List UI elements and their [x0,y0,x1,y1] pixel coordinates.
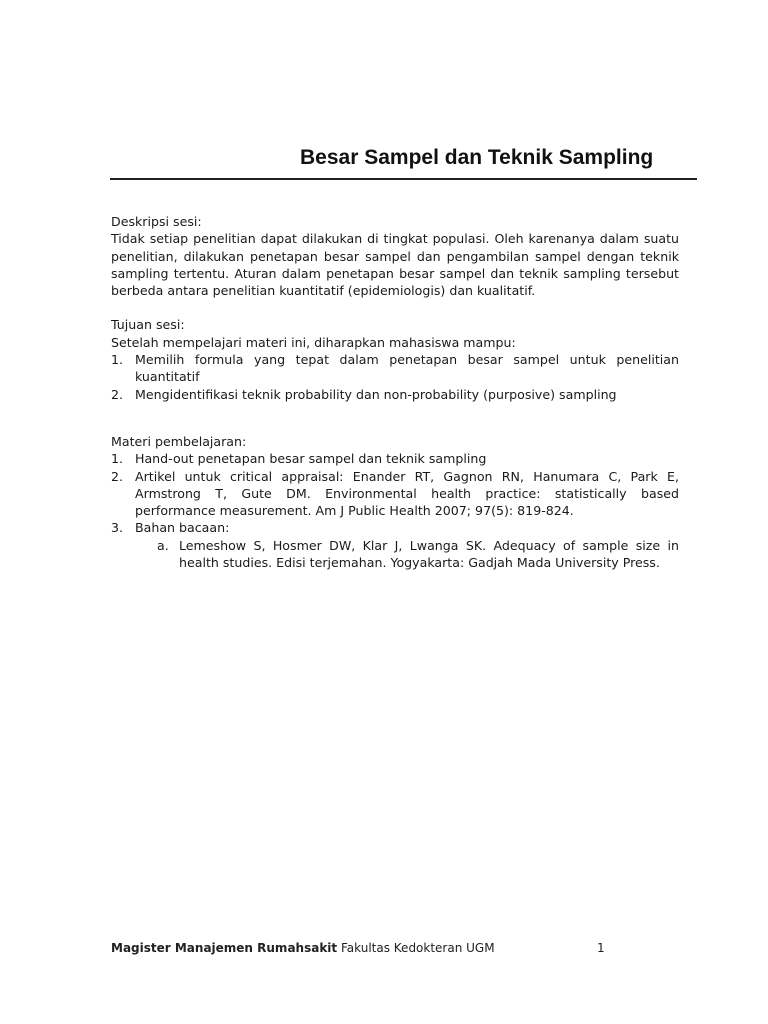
list-number: 2. [111,468,124,484]
list-text: Artikel untuk critical appraisal: Enander RT, Gagnon RN, Hanumara C, Park E, Armstrong T, Gute DM. Environmental health practice: statistically based performance measurement. Am J Public Health 2007; 97(5): 819-824. [135,468,679,519]
list-text: Memilih formula yang tepat dalam penetapan besar sampel untuk penelitian kuantitatif [135,352,679,385]
page-footer [111,941,611,955]
sub-list-item [111,537,679,572]
sub-list-letter: a. [157,537,169,553]
sub-list-text: Lemeshow S, Hosmer DW, Klar J, Lwanga SK. Adequacy of sample size in health studies. Edisi terjemahan. Yogyakarta: Gadjah Mada University Press. [179,537,679,571]
list-item [111,450,679,467]
list-text: Bahan bacaan: [135,520,230,536]
title-divider [110,178,697,180]
list-text: Hand-out penetapan besar sampel dan teknik sampling [135,451,487,467]
tujuan-list [111,351,679,403]
deskripsi-text: Tidak setiap penelitian dapat dilakukan di tingkat populasi. Oleh karenanya dalam suatu penelitian, dilakukan penetapan besar sampel dan pengambilan sampel dengan teknik sampling tertentu. Aturan dalam penetapan besar sampel dan teknik sampling tersebut berbeda antara penelitian kuantitatif (epidemiologis) dan kualitatif. [111,231,679,299]
materi-heading: Materi pembelajaran: [111,433,247,449]
footer-faculty: Fakultas Kedokteran UGM [340,941,495,955]
list-item [111,468,679,520]
list-item [111,351,679,386]
footer-program: Magister Manajemen Rumahsakit [111,941,338,955]
deskripsi-heading: Deskripsi sesi: [111,214,202,229]
page-number: 1 [597,941,605,955]
list-number: 3. [111,520,124,536]
list-number: 2. [111,386,124,402]
list-item [111,519,679,536]
list-number: 1. [111,451,124,467]
tujuan-intro: Setelah mempelajari materi ini, diharapkan mahasiswa mampu: [111,334,516,350]
list-text: Mengidentifikasi teknik probability dan non-probability (purposive) sampling [135,386,617,402]
document-title: Besar Sampel dan Teknik Sampling [300,146,654,169]
materi-list [111,450,679,571]
list-item [111,386,679,403]
tujuan-heading: Tujuan sesi: [111,317,185,333]
document-body [111,213,679,571]
list-number: 1. [111,352,124,368]
